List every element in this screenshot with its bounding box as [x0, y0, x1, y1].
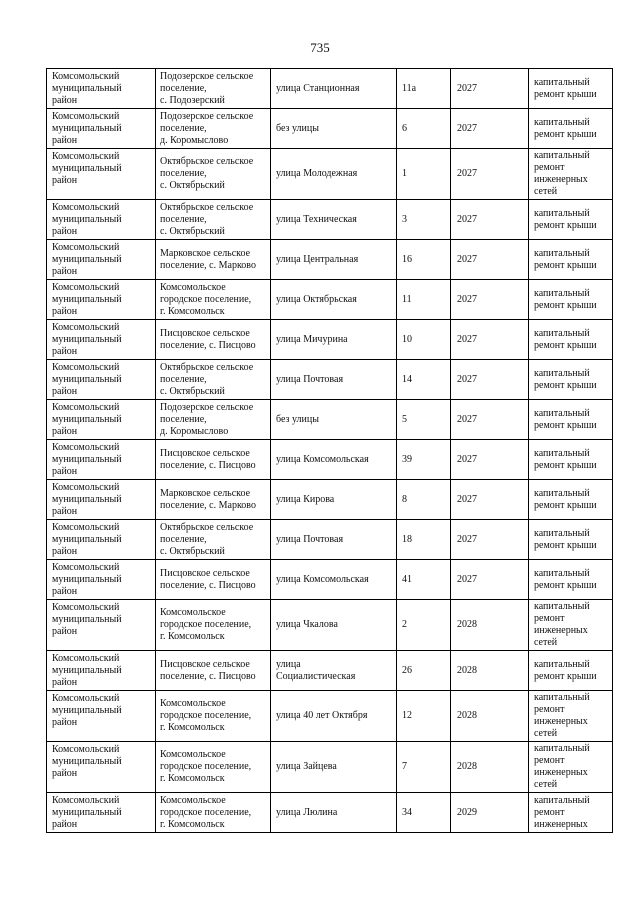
settlement-cell: Подозерское сельское поселение, с. Подозерский [156, 69, 271, 109]
house-cell: 34 [397, 793, 451, 833]
district-cell: Комсомольский муниципальный район [47, 600, 156, 651]
house-cell: 7 [397, 742, 451, 793]
settlement-cell: Комсомольское городское поселение, г. Комсомольск [156, 600, 271, 651]
settlement-cell: Комсомольское городское поселение, г. Комсомольск [156, 280, 271, 320]
house-cell: 8 [397, 480, 451, 520]
table-row [47, 109, 613, 149]
street-cell: улица Почтовая [271, 520, 397, 560]
house-cell: 12 [397, 691, 451, 742]
house-cell: 39 [397, 440, 451, 480]
work-cell: капитальный ремонт инженерных сетей [529, 691, 613, 742]
year-cell: 2027 [451, 280, 529, 320]
district-cell: Комсомольский муниципальный район [47, 240, 156, 280]
house-cell: 10 [397, 320, 451, 360]
page-number: 735 [310, 40, 330, 55]
street-cell: улица Мичурина [271, 320, 397, 360]
housing-repair-table [46, 68, 613, 833]
street-cell: без улицы [271, 400, 397, 440]
district-cell: Комсомольский муниципальный район [47, 69, 156, 109]
year-cell: 2027 [451, 480, 529, 520]
settlement-cell: Комсомольское городское поселение, г. Комсомольск [156, 793, 271, 833]
year-cell: 2028 [451, 651, 529, 691]
district-cell: Комсомольский муниципальный район [47, 360, 156, 400]
street-cell: улица Кирова [271, 480, 397, 520]
work-cell: капитальный ремонт инженерных сетей [529, 149, 613, 200]
house-cell: 18 [397, 520, 451, 560]
table-row [47, 742, 613, 793]
house-cell: 2 [397, 600, 451, 651]
work-cell: капитальный ремонт крыши [529, 320, 613, 360]
table-row [47, 280, 613, 320]
district-cell: Комсомольский муниципальный район [47, 691, 156, 742]
settlement-cell: Писцовское сельское поселение, с. Писцово [156, 560, 271, 600]
work-cell: капитальный ремонт инженерных сетей [529, 742, 613, 793]
district-cell: Комсомольский муниципальный район [47, 793, 156, 833]
street-cell: улица 40 лет Октября [271, 691, 397, 742]
street-cell: улица Центральная [271, 240, 397, 280]
work-cell: капитальный ремонт крыши [529, 651, 613, 691]
table-row [47, 400, 613, 440]
work-cell: капитальный ремонт крыши [529, 440, 613, 480]
street-cell: улица Комсомольская [271, 440, 397, 480]
year-cell: 2029 [451, 793, 529, 833]
table-row [47, 560, 613, 600]
street-cell: улица Молодежная [271, 149, 397, 200]
street-cell: улица Чкалова [271, 600, 397, 651]
settlement-cell: Писцовское сельское поселение, с. Писцово [156, 651, 271, 691]
house-cell: 14 [397, 360, 451, 400]
year-cell: 2027 [451, 320, 529, 360]
street-cell: улица Октябрьская [271, 280, 397, 320]
street-cell: улица Техническая [271, 200, 397, 240]
year-cell: 2027 [451, 560, 529, 600]
year-cell: 2027 [451, 240, 529, 280]
table-row [47, 69, 613, 109]
district-cell: Комсомольский муниципальный район [47, 109, 156, 149]
house-cell: 16 [397, 240, 451, 280]
settlement-cell: Комсомольское городское поселение, г. Комсомольск [156, 691, 271, 742]
year-cell: 2027 [451, 520, 529, 560]
house-cell: 11 [397, 280, 451, 320]
table-row [47, 149, 613, 200]
district-cell: Комсомольский муниципальный район [47, 440, 156, 480]
house-cell: 5 [397, 400, 451, 440]
work-cell: капитальный ремонт крыши [529, 69, 613, 109]
work-cell: капитальный ремонт инженерных [529, 793, 613, 833]
work-cell: капитальный ремонт крыши [529, 560, 613, 600]
table-row [47, 651, 613, 691]
house-cell: 3 [397, 200, 451, 240]
work-cell: капитальный ремонт крыши [529, 400, 613, 440]
district-cell: Комсомольский муниципальный район [47, 480, 156, 520]
house-cell: 6 [397, 109, 451, 149]
district-cell: Комсомольский муниципальный район [47, 560, 156, 600]
street-cell: улица Социалистическая [271, 651, 397, 691]
district-cell: Комсомольский муниципальный район [47, 742, 156, 793]
work-cell: капитальный ремонт крыши [529, 280, 613, 320]
year-cell: 2027 [451, 149, 529, 200]
district-cell: Комсомольский муниципальный район [47, 651, 156, 691]
settlement-cell: Комсомольское городское поселение, г. Комсомольск [156, 742, 271, 793]
year-cell: 2027 [451, 400, 529, 440]
table-row [47, 691, 613, 742]
table-row [47, 600, 613, 651]
settlement-cell: Писцовское сельское поселение, с. Писцово [156, 440, 271, 480]
street-cell: без улицы [271, 109, 397, 149]
table-row [47, 360, 613, 400]
street-cell: улица Комсомольская [271, 560, 397, 600]
street-cell: улица Почтовая [271, 360, 397, 400]
house-cell: 41 [397, 560, 451, 600]
table-row [47, 200, 613, 240]
district-cell: Комсомольский муниципальный район [47, 320, 156, 360]
year-cell: 2028 [451, 600, 529, 651]
year-cell: 2027 [451, 200, 529, 240]
street-cell: улица Станционная [271, 69, 397, 109]
table-row [47, 320, 613, 360]
work-cell: капитальный ремонт инженерных сетей [529, 600, 613, 651]
work-cell: капитальный ремонт крыши [529, 520, 613, 560]
work-cell: капитальный ремонт крыши [529, 480, 613, 520]
district-cell: Комсомольский муниципальный район [47, 400, 156, 440]
table-row [47, 480, 613, 520]
settlement-cell: Подозерское сельское поселение, д. Коромыслово [156, 400, 271, 440]
settlement-cell: Октябрьское сельское поселение, с. Октябрьский [156, 360, 271, 400]
work-cell: капитальный ремонт крыши [529, 109, 613, 149]
settlement-cell: Марковское сельское поселение, с. Марково [156, 480, 271, 520]
work-cell: капитальный ремонт крыши [529, 240, 613, 280]
work-cell: капитальный ремонт крыши [529, 200, 613, 240]
settlement-cell: Октябрьское сельское поселение, с. Октябрьский [156, 149, 271, 200]
district-cell: Комсомольский муниципальный район [47, 149, 156, 200]
table-row [47, 240, 613, 280]
year-cell: 2027 [451, 440, 529, 480]
work-cell: капитальный ремонт крыши [529, 360, 613, 400]
street-cell: улица Зайцева [271, 742, 397, 793]
house-cell: 1 [397, 149, 451, 200]
district-cell: Комсомольский муниципальный район [47, 200, 156, 240]
year-cell: 2028 [451, 742, 529, 793]
settlement-cell: Марковское сельское поселение, с. Марково [156, 240, 271, 280]
table-row [47, 440, 613, 480]
settlement-cell: Подозерское сельское поселение, д. Коромыслово [156, 109, 271, 149]
settlement-cell: Октябрьское сельское поселение, с. Октябрьский [156, 520, 271, 560]
house-cell: 26 [397, 651, 451, 691]
year-cell: 2027 [451, 360, 529, 400]
year-cell: 2028 [451, 691, 529, 742]
district-cell: Комсомольский муниципальный район [47, 520, 156, 560]
table-body [47, 69, 613, 833]
table-row [47, 520, 613, 560]
house-cell: 11а [397, 69, 451, 109]
settlement-cell: Октябрьское сельское поселение, с. Октябрьский [156, 200, 271, 240]
street-cell: улица Люлина [271, 793, 397, 833]
settlement-cell: Писцовское сельское поселение, с. Писцово [156, 320, 271, 360]
district-cell: Комсомольский муниципальный район [47, 280, 156, 320]
year-cell: 2027 [451, 109, 529, 149]
year-cell: 2027 [451, 69, 529, 109]
table-row [47, 793, 613, 833]
